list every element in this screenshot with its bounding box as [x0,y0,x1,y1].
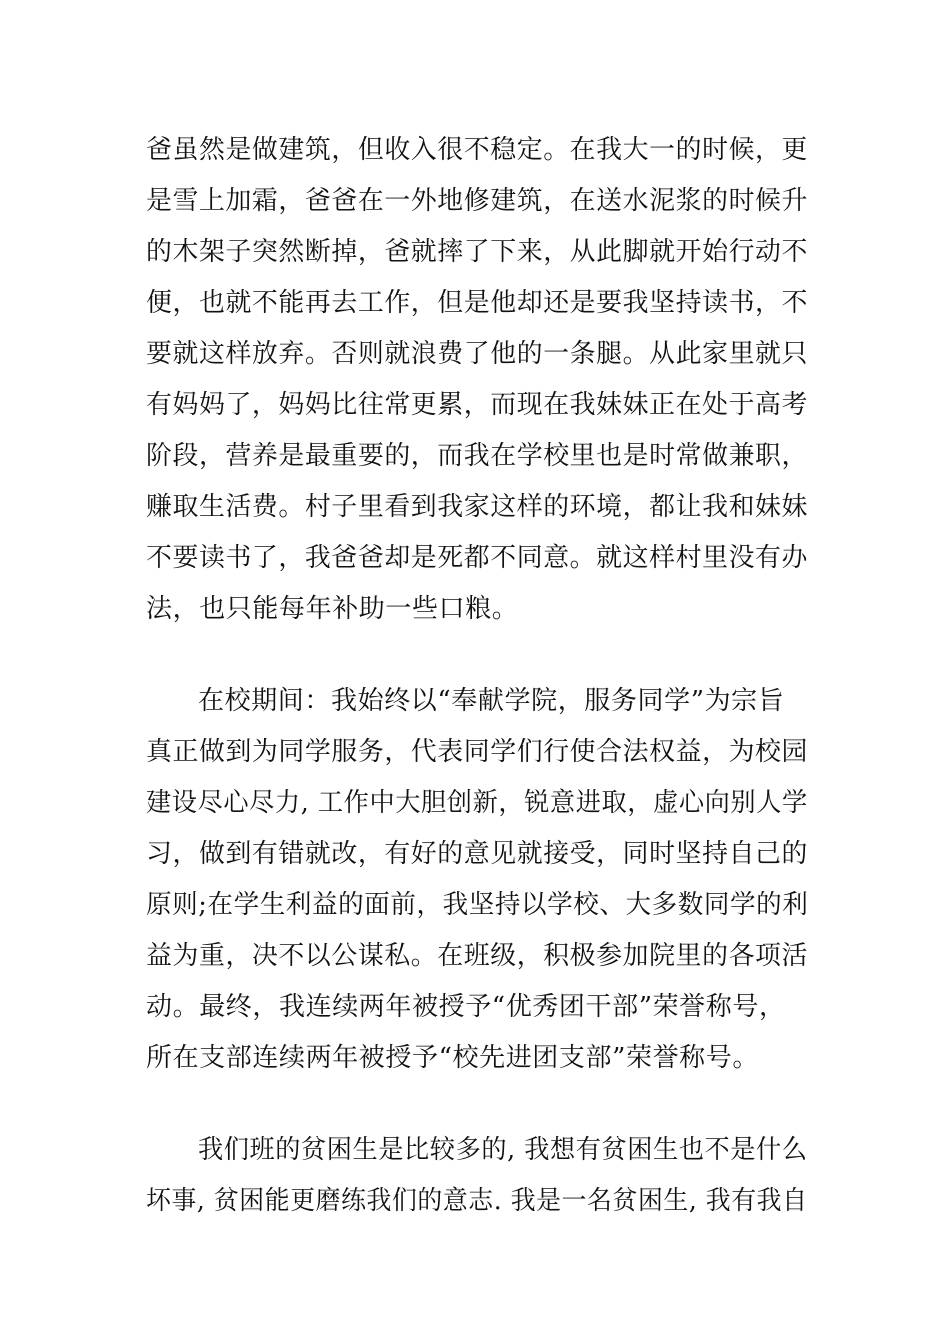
text-line: 所在支部连续两年被授予“校先进团支部”荣誉称号。 [146,1043,759,1073]
text-line: 我们班的贫困生是比较多的, 我想有贫困生也不是什么 [198,1135,808,1165]
text-line: 爸虽然是做建筑，但收入很不稳定。在我大一的时候，更 [146,135,809,165]
text-line: 益为重，决不以公谋私。在班级，积极参加院里的各项活 [146,941,809,971]
text-line: 建设尽心尽力, 工作中大胆创新，锐意进取，虚心向别人学 [146,788,808,818]
text-line: 赚取生活费。村子里看到我家这样的环境，都让我和妹妹 [146,492,809,522]
text-line: 原则;在学生利益的面前，我坚持以学校、大多数同学的利 [146,890,809,920]
text-line: 习，做到有错就改，有好的意见就接受，同时坚持自己的 [146,839,809,869]
text-line: 坏事, 贫困能更磨练我们的意志. 我是一名贫困生, 我有我自 [146,1186,808,1216]
text-line: 真正做到为同学服务，代表同学们行使合法权益，为校园 [146,737,809,767]
text-line: 便，也就不能再去工作，但是他却还是要我坚持读书，不 [146,288,809,318]
text-line: 是雪上加霜，爸爸在一外地修建筑，在送水泥浆的时候升 [146,186,809,216]
text-line: 法，也只能每年补助一些口粮。 [146,594,519,624]
text-line: 的木架子突然断掉，爸就摔了下来，从此脚就开始行动不 [146,237,809,267]
text-line: 动。最终，我连续两年被授予“优秀团干部”荣誉称号， [146,992,786,1022]
text-line: 阶段，营养是最重要的，而我在学校里也是时常做兼职， [146,441,809,471]
text-line: 有妈妈了，妈妈比往常更累，而现在我妹妹正在处于高考 [146,390,809,420]
text-line: 不要读书了，我爸爸却是死都不同意。就这样村里没有办 [146,543,809,573]
text-line: 在校期间：我始终以“奉献学院，服务同学”为宗旨 [198,686,785,716]
text-line: 要就这样放弃。否则就浪费了他的一条腿。从此家里就只 [146,339,809,369]
